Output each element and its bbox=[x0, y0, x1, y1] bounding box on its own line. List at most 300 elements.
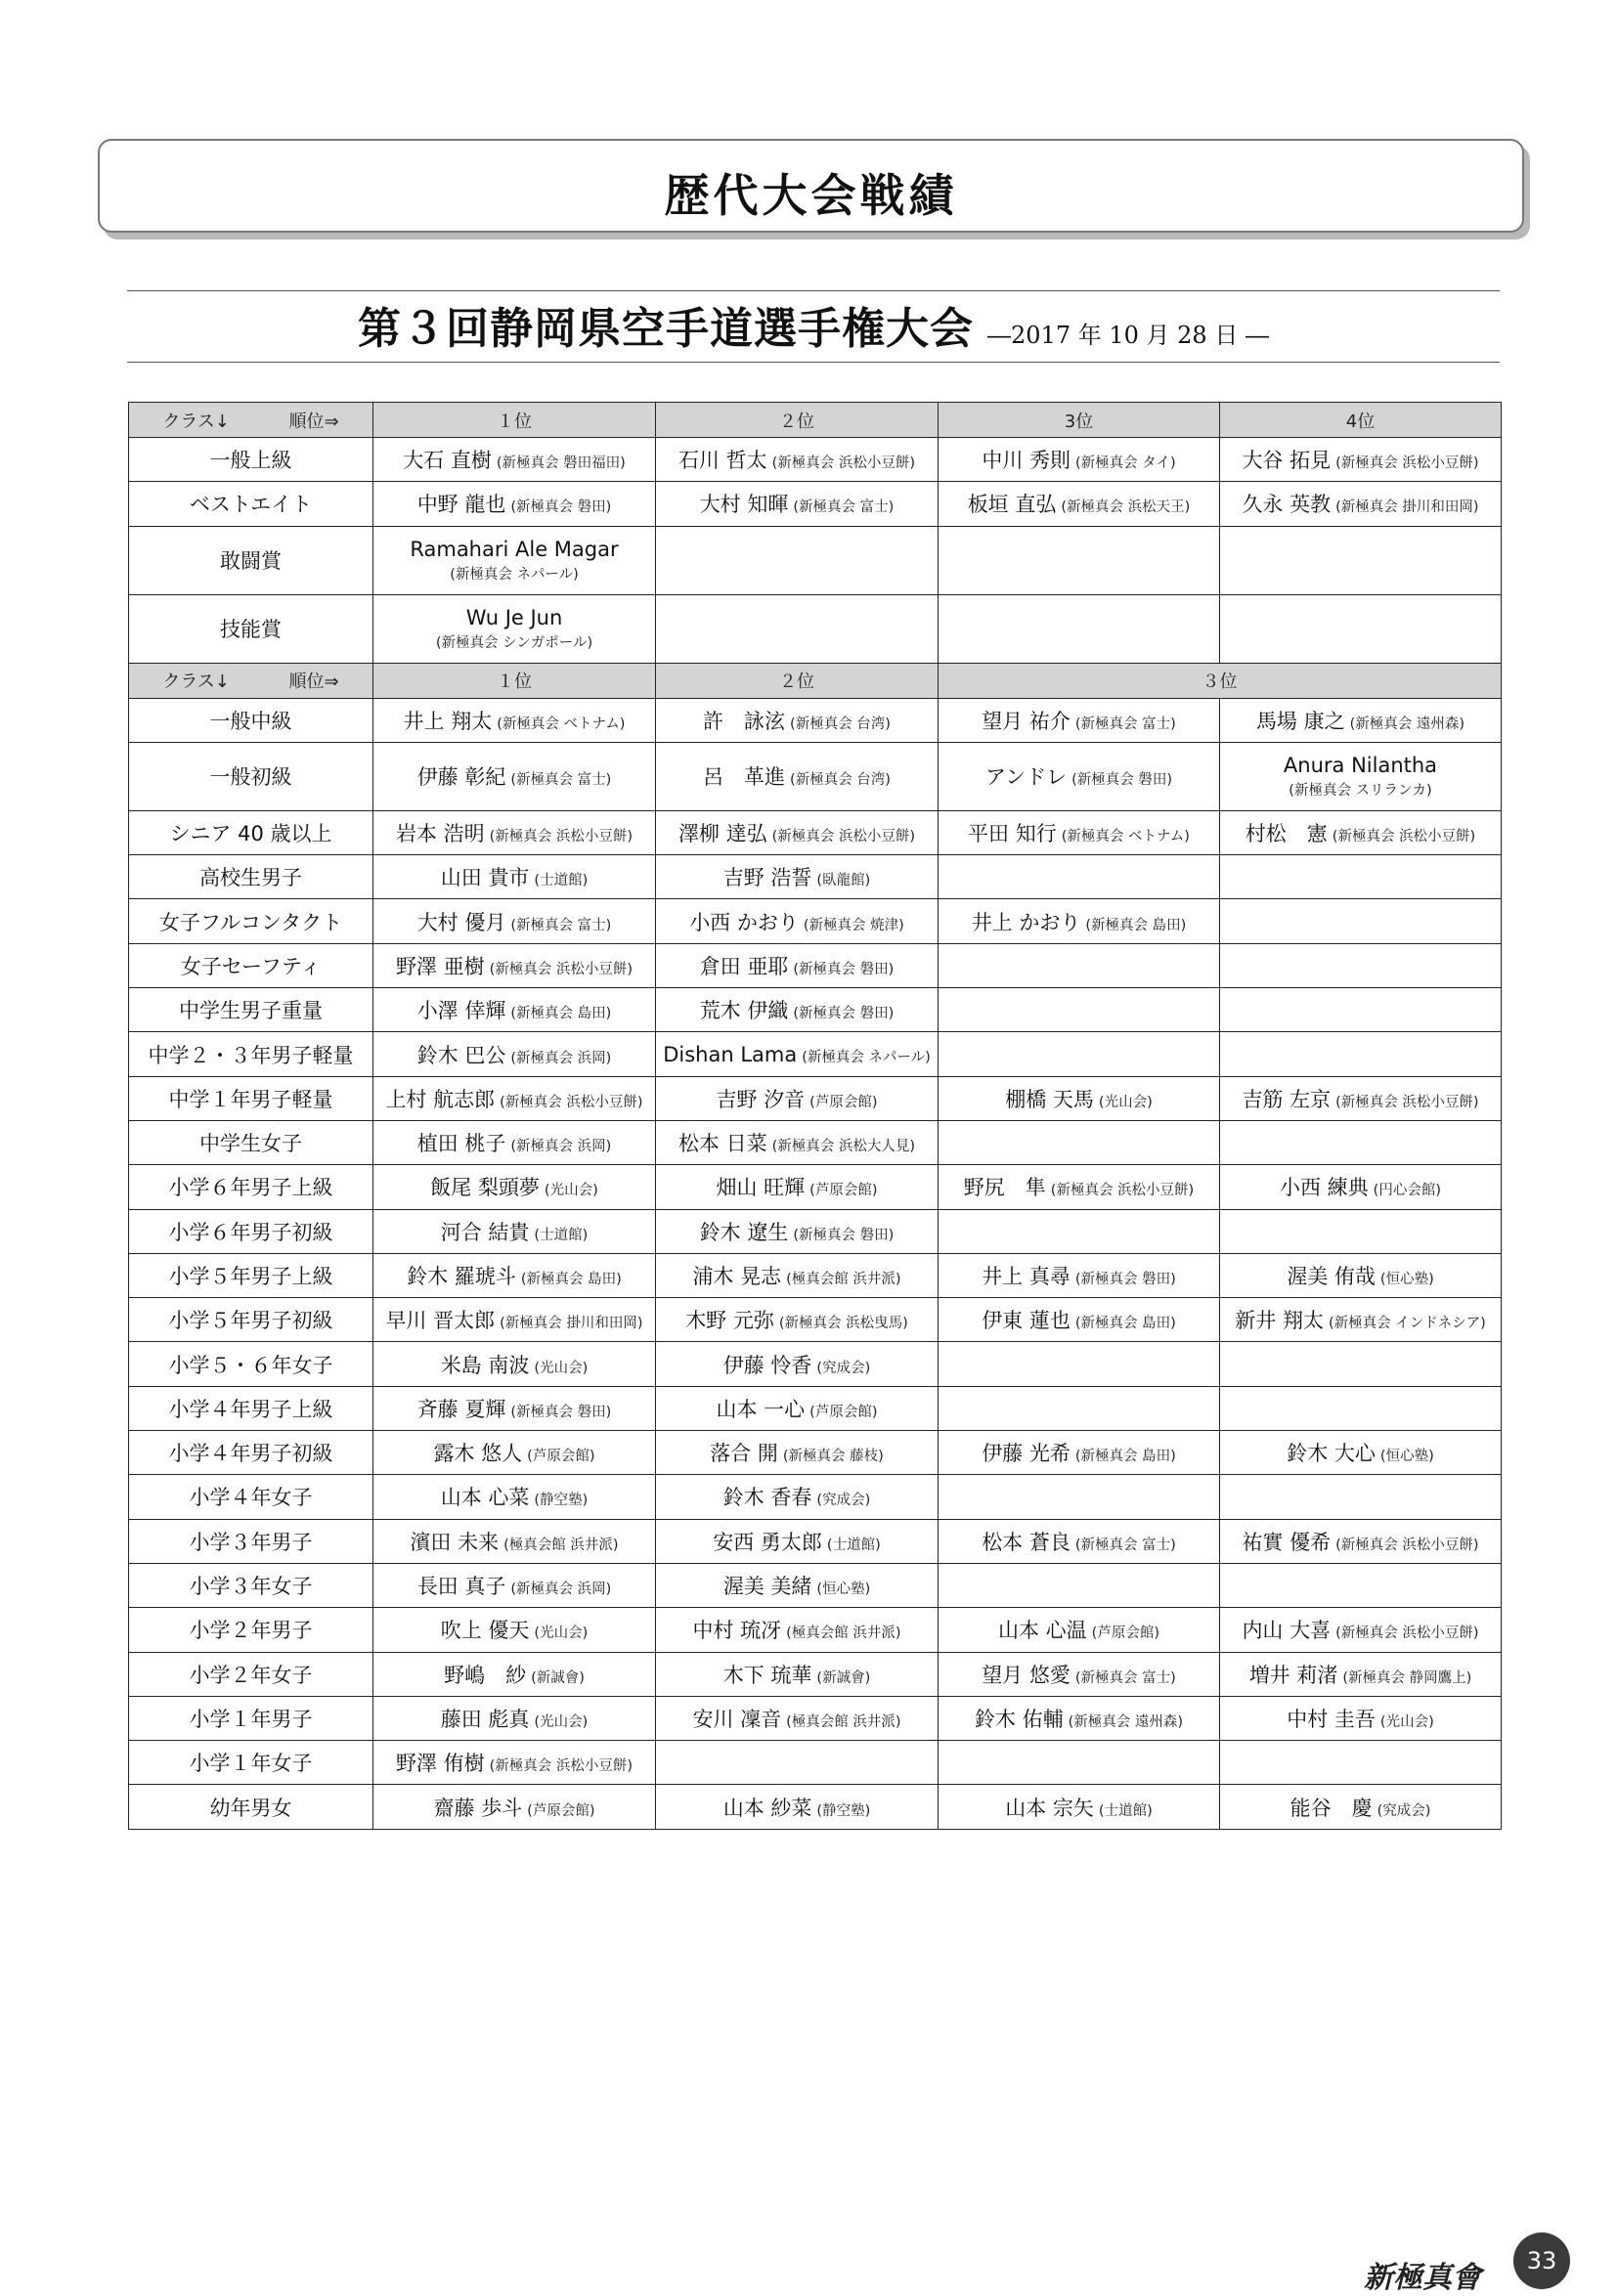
competitor-affiliation: (新極真会 浜松小豆餅) bbox=[1335, 1537, 1479, 1553]
result-row bbox=[129, 1253, 1502, 1297]
competitor-affiliation: (新誠會) bbox=[531, 1669, 585, 1686]
result-row bbox=[129, 482, 1502, 526]
competitor-affiliation: (新極真会 掛川和田岡) bbox=[1335, 499, 1479, 516]
placement-cell bbox=[373, 1386, 656, 1430]
competitor-name: 飯尾 梨頭夢 bbox=[430, 1176, 540, 1200]
competitor-affiliation: (新極真会 磐田) bbox=[510, 499, 612, 516]
class-name-cell: 一般中級 bbox=[129, 698, 373, 742]
competitor-affiliation: (新極真会 浜松小豆餅) bbox=[489, 1758, 634, 1775]
competitor-name: 山本 宗矢 bbox=[1005, 1796, 1094, 1820]
competitor-name: 野澤 亜樹 bbox=[395, 954, 485, 978]
placement-cell bbox=[373, 1475, 656, 1519]
placement-cell bbox=[373, 1165, 656, 1209]
placement-cell bbox=[656, 943, 939, 987]
competitor-affiliation: (新極真会 富士) bbox=[510, 917, 612, 933]
placement-cell bbox=[656, 438, 939, 482]
competitor-affiliation: (新極真会 タイ) bbox=[1075, 455, 1176, 472]
competitor-affiliation: (円心会館) bbox=[1373, 1183, 1441, 1199]
title-rule-bottom bbox=[127, 362, 1500, 363]
placement-cell bbox=[939, 482, 1220, 526]
competitor-name: 伊藤 光希 bbox=[982, 1442, 1071, 1466]
placement-cell bbox=[656, 1298, 939, 1342]
placement-cell bbox=[1220, 988, 1502, 1032]
competitor-affiliation: (新極真会 浜岡) bbox=[510, 1581, 612, 1598]
competitor-name: 山本 心温 bbox=[997, 1619, 1087, 1643]
competitor-affiliation: (新極真会 台湾) bbox=[790, 715, 891, 732]
class-name-cell: 中学１年男子軽量 bbox=[129, 1076, 373, 1120]
competitor-name: 安西 勇太郎 bbox=[713, 1530, 822, 1554]
competitor-name: 平田 知行 bbox=[968, 822, 1057, 846]
competitor-name: 安川 凜音 bbox=[692, 1707, 782, 1731]
class-name-cell: 中学生男子重量 bbox=[129, 988, 373, 1032]
result-row bbox=[129, 810, 1502, 854]
competitor-name: 吹上 優天 bbox=[440, 1619, 530, 1643]
rank-header-row bbox=[129, 403, 1502, 438]
class-name-cell: 小学５年男子上級 bbox=[129, 1253, 373, 1297]
placement-cell bbox=[939, 698, 1220, 742]
competitor-name: 澤柳 達弘 bbox=[677, 822, 767, 846]
competitor-name: 河合 結貴 bbox=[440, 1220, 530, 1244]
competitor-name: 大谷 拓見 bbox=[1242, 449, 1332, 473]
competitor-affiliation: (新極真会 磐田) bbox=[1074, 1272, 1176, 1287]
competitor-name: 許 詠泫 bbox=[703, 709, 786, 733]
placement-cell bbox=[1220, 1696, 1502, 1740]
competitor-name: 板垣 直弘 bbox=[967, 493, 1057, 517]
placement-cell bbox=[656, 1519, 939, 1563]
competitor-name: 露木 悠人 bbox=[433, 1442, 523, 1466]
result-row bbox=[129, 1475, 1502, 1519]
placement-cell bbox=[939, 1785, 1220, 1829]
competitor-affiliation: (新極真会 遠州森) bbox=[1068, 1713, 1184, 1730]
placement-cell bbox=[1220, 1386, 1502, 1430]
class-name-cell: 小学６年男子上級 bbox=[129, 1165, 373, 1209]
competitor-name: Anura Nilantha bbox=[1283, 753, 1438, 777]
placement-cell bbox=[1220, 1076, 1502, 1120]
competitor-affiliation: (極真会館 浜井派) bbox=[786, 1625, 901, 1642]
result-row bbox=[129, 1165, 1502, 1209]
competitor-affiliation: (新極真会 藤枝) bbox=[782, 1449, 884, 1465]
placement-cell bbox=[373, 988, 656, 1032]
competitor-affiliation: (極真会館 浜井派) bbox=[786, 1713, 901, 1730]
placement-cell bbox=[1220, 1298, 1502, 1342]
results-table bbox=[128, 402, 1502, 1830]
class-name-cell: 高校生男子 bbox=[129, 855, 373, 899]
placement-cell bbox=[373, 698, 656, 742]
competitor-affiliation: (芦原会館) bbox=[1091, 1625, 1159, 1642]
placement-cell bbox=[373, 1431, 656, 1475]
competitor-affiliation: (新極真会 浜松小豆餅) bbox=[1335, 1094, 1479, 1110]
competitor-name: 山本 心菜 bbox=[440, 1486, 530, 1510]
placement-cell bbox=[373, 1563, 656, 1607]
competitor-name: 伊東 蓮也 bbox=[982, 1309, 1071, 1333]
placement-cell bbox=[1220, 1652, 1502, 1696]
placement-cell bbox=[939, 1076, 1220, 1120]
competitor-name: 荒木 伊織 bbox=[699, 999, 789, 1023]
logo-text: 新極真會 bbox=[1364, 2261, 1481, 2295]
result-row bbox=[129, 1209, 1502, 1253]
placement-cell bbox=[373, 1608, 656, 1652]
placement-cell bbox=[656, 1386, 939, 1430]
competitor-name: 木野 元弥 bbox=[685, 1309, 774, 1333]
competitor-name: 馬場 康之 bbox=[1255, 709, 1345, 733]
placement-cell bbox=[373, 1032, 656, 1076]
competitor-name: 藤田 彪真 bbox=[440, 1707, 530, 1731]
class-name-cell: 小学２年女子 bbox=[129, 1652, 373, 1696]
competitor-affiliation: (臥龍館) bbox=[816, 873, 871, 889]
placement-cell bbox=[939, 1696, 1220, 1740]
competitor-affiliation: (新極真会 ベトナム) bbox=[1061, 829, 1190, 845]
competitor-name: 渥美 侑哉 bbox=[1287, 1265, 1376, 1288]
placement-cell bbox=[1220, 742, 1502, 810]
competitor-name: 増井 莉渚 bbox=[1248, 1663, 1338, 1687]
class-name-cell: 技能賞 bbox=[129, 594, 373, 663]
placement-cell bbox=[1220, 526, 1502, 594]
competitor-name: 井上 翔太 bbox=[403, 709, 493, 733]
placement-cell bbox=[939, 1165, 1220, 1209]
class-name-cell: 女子セーフティ bbox=[129, 943, 373, 987]
placement-cell bbox=[656, 594, 939, 663]
competitor-affiliation: (新極真会 浜松小豆餅) bbox=[1050, 1183, 1195, 1199]
placement-cell bbox=[1220, 1431, 1502, 1475]
placement-cell bbox=[656, 1165, 939, 1209]
class-name-cell: 小学４年女子 bbox=[129, 1475, 373, 1519]
placement-cell bbox=[656, 1652, 939, 1696]
class-name-cell: 小学１年男子 bbox=[129, 1696, 373, 1740]
competitor-name: 斉藤 夏輝 bbox=[416, 1397, 506, 1421]
placement-cell bbox=[1220, 1120, 1502, 1164]
result-row bbox=[129, 526, 1502, 594]
competitor-name: 吉筋 左京 bbox=[1242, 1087, 1332, 1111]
rank-header-row bbox=[129, 663, 1502, 698]
competitor-name: 棚橋 天馬 bbox=[1005, 1087, 1094, 1111]
competitor-affiliation: (新極真会 島田) bbox=[510, 1006, 612, 1022]
competitor-affiliation: (新極真会 浜松小豆餅) bbox=[489, 829, 634, 845]
placement-cell bbox=[939, 1209, 1220, 1253]
placement-cell bbox=[1220, 1253, 1502, 1297]
rank-header-cell: １位 bbox=[373, 403, 656, 438]
competitor-name: 鈴木 巴公 bbox=[416, 1043, 506, 1067]
competitor-name: Wu Je Jun bbox=[465, 605, 563, 629]
competitor-affiliation: (新極真会 磐田) bbox=[793, 1227, 895, 1243]
placement-cell bbox=[656, 1608, 939, 1652]
placement-cell bbox=[656, 810, 939, 854]
competitor-affiliation: (究成会) bbox=[816, 1493, 871, 1509]
placement-cell bbox=[1220, 1165, 1502, 1209]
placement-cell bbox=[1220, 698, 1502, 742]
competitor-name: 浦木 晃志 bbox=[692, 1265, 782, 1288]
placement-cell bbox=[373, 482, 656, 526]
result-row bbox=[129, 899, 1502, 943]
placement-cell bbox=[656, 1475, 939, 1519]
competitor-affiliation: (新極真会 ネパール) bbox=[450, 566, 579, 583]
result-row bbox=[129, 1386, 1502, 1430]
placement-cell bbox=[373, 1652, 656, 1696]
result-row bbox=[129, 1608, 1502, 1652]
placement-cell bbox=[1220, 943, 1502, 987]
result-row bbox=[129, 1298, 1502, 1342]
placement-cell bbox=[939, 1519, 1220, 1563]
rank-header-label: 順位⇒ bbox=[288, 411, 339, 432]
competitor-affiliation: (新極真会 富士) bbox=[1074, 715, 1176, 732]
competitor-affiliation: (新極真会 島田) bbox=[520, 1272, 622, 1287]
result-row bbox=[129, 943, 1502, 987]
competitor-affiliation: (新極真会 静岡鷹上) bbox=[1342, 1669, 1472, 1686]
placement-cell bbox=[939, 1741, 1220, 1785]
placement-cell bbox=[373, 1253, 656, 1297]
competitor-name: 中野 龍也 bbox=[416, 493, 506, 517]
placement-cell bbox=[373, 1342, 656, 1386]
competitor-name: 岩本 浩明 bbox=[395, 822, 485, 846]
class-name-cell: 小学４年男子上級 bbox=[129, 1386, 373, 1430]
competitor-affiliation: (新極真会 ネパール) bbox=[802, 1049, 931, 1065]
competitor-name: 長田 真子 bbox=[416, 1575, 506, 1599]
competitor-affiliation: (新極真会 浜岡) bbox=[510, 1050, 612, 1066]
competitor-name: 新井 翔太 bbox=[1235, 1309, 1324, 1333]
placement-cell bbox=[373, 899, 656, 943]
competitor-affiliation: (芦原会館) bbox=[527, 1802, 595, 1819]
competitor-affiliation: (静空塾) bbox=[534, 1493, 589, 1509]
placement-cell bbox=[656, 482, 939, 526]
competitor-affiliation: (芦原会館) bbox=[809, 1404, 878, 1420]
result-row bbox=[129, 1032, 1502, 1076]
class-header-label: クラス↓ bbox=[162, 411, 230, 432]
competitor-affiliation: (恒心塾) bbox=[1379, 1272, 1434, 1287]
placement-cell bbox=[939, 1386, 1220, 1430]
competitor-name: 中川 秀則 bbox=[982, 449, 1071, 473]
class-name-cell: 小学３年女子 bbox=[129, 1563, 373, 1607]
competitor-affiliation: (新極真会 浜松小豆餅) bbox=[771, 829, 916, 845]
competitor-name: 祐實 優希 bbox=[1242, 1530, 1332, 1554]
class-name-cell: 幼年男女 bbox=[129, 1785, 373, 1829]
competitor-affiliation: (光山会) bbox=[534, 1625, 589, 1642]
competitor-affiliation: (新極真会 富士) bbox=[1074, 1669, 1176, 1686]
result-row bbox=[129, 1696, 1502, 1740]
placement-cell bbox=[939, 438, 1220, 482]
placement-cell bbox=[939, 1298, 1220, 1342]
competitor-affiliation: (士道館) bbox=[826, 1537, 881, 1553]
rank-header-cell: 4位 bbox=[1220, 403, 1502, 438]
competitor-affiliation: (新極真会 インドネシア) bbox=[1328, 1316, 1486, 1332]
competitor-name: 落合 開 bbox=[710, 1442, 778, 1466]
class-rank-header-cell bbox=[129, 663, 373, 698]
competitor-name: 久永 英教 bbox=[1242, 493, 1332, 517]
competitor-name: 木下 琉華 bbox=[722, 1663, 812, 1687]
rank-header-cell: ２位 bbox=[656, 663, 939, 698]
placement-cell bbox=[1220, 855, 1502, 899]
placement-cell bbox=[373, 742, 656, 810]
class-name-cell: 小学３年男子 bbox=[129, 1519, 373, 1563]
class-header-label: クラス↓ bbox=[162, 671, 230, 693]
placement-cell bbox=[373, 1120, 656, 1164]
placement-cell bbox=[939, 1120, 1220, 1164]
placement-cell bbox=[656, 526, 939, 594]
class-name-cell: 小学２年男子 bbox=[129, 1608, 373, 1652]
competitor-affiliation: (光山会) bbox=[534, 1360, 589, 1376]
placement-cell bbox=[1220, 1563, 1502, 1607]
competitor-affiliation: (新極真会 磐田) bbox=[510, 1404, 612, 1420]
placement-cell bbox=[1220, 810, 1502, 854]
placement-cell bbox=[939, 742, 1220, 810]
competitor-affiliation: (新極真会 浜松大人見) bbox=[771, 1139, 916, 1155]
result-row bbox=[129, 1120, 1502, 1164]
competitor-affiliation: (新極真会 ベトナム) bbox=[497, 715, 626, 732]
competitor-affiliation: (新極真会 富士) bbox=[510, 772, 612, 789]
competitor-name: Dishan Lama bbox=[663, 1042, 798, 1066]
competitor-affiliation: (芦原会館) bbox=[527, 1449, 595, 1465]
placement-cell bbox=[939, 1032, 1220, 1076]
placement-cell bbox=[939, 899, 1220, 943]
competitor-name: 上村 航志郎 bbox=[385, 1087, 496, 1111]
class-name-cell: 中学２・３年男子軽量 bbox=[129, 1032, 373, 1076]
placement-cell bbox=[1220, 438, 1502, 482]
competitor-affiliation: (新極真会 浜松小豆餅) bbox=[489, 961, 634, 977]
placement-cell bbox=[1220, 899, 1502, 943]
competitor-name: 山本 紗菜 bbox=[722, 1796, 812, 1820]
page-header-title: 歴代大会戦績 bbox=[664, 169, 958, 222]
result-row bbox=[129, 1785, 1502, 1829]
class-name-cell: 小学５・６年女子 bbox=[129, 1342, 373, 1386]
placement-cell bbox=[373, 855, 656, 899]
competitor-name: 鈴木 大心 bbox=[1287, 1442, 1376, 1466]
competitor-affiliation: (士道館) bbox=[534, 873, 589, 889]
competitor-affiliation: (芦原会館) bbox=[809, 1094, 878, 1110]
competitor-name: 伊藤 怜香 bbox=[722, 1353, 812, 1377]
page-number: 33 bbox=[1513, 2232, 1570, 2289]
competitor-affiliation: (新極真会 磐田) bbox=[793, 1006, 895, 1022]
competitor-name: 大村 知暉 bbox=[699, 493, 789, 517]
class-name-cell: 一般上級 bbox=[129, 438, 373, 482]
placement-cell bbox=[656, 1209, 939, 1253]
placement-cell bbox=[656, 1741, 939, 1785]
competitor-name: 石川 哲太 bbox=[677, 449, 767, 473]
competitor-affiliation: (新極真会 浜松小豆餅) bbox=[771, 455, 916, 472]
class-rank-header bbox=[133, 668, 369, 693]
competitor-affiliation: (新極真会 島田) bbox=[1085, 917, 1187, 933]
placement-cell bbox=[656, 1076, 939, 1120]
placement-cell bbox=[939, 1608, 1220, 1652]
rank-header-cell: ２位 bbox=[656, 403, 939, 438]
competitor-name: 大村 優月 bbox=[416, 910, 506, 934]
competitor-name: 鈴木 遼生 bbox=[699, 1220, 789, 1244]
class-name-cell: 中学生女子 bbox=[129, 1120, 373, 1164]
competitor-affiliation: (究成会) bbox=[816, 1360, 871, 1376]
page-header-box bbox=[98, 139, 1524, 233]
competitor-name: 渥美 美緒 bbox=[722, 1575, 812, 1599]
competitor-name: 野尻 隼 bbox=[963, 1176, 1046, 1200]
placement-cell bbox=[939, 1342, 1220, 1386]
placement-cell bbox=[373, 594, 656, 663]
placement-cell bbox=[656, 1431, 939, 1475]
competitor-affiliation: (新極真会 島田) bbox=[1074, 1449, 1176, 1465]
competitor-name: 望月 悠愛 bbox=[982, 1663, 1071, 1687]
class-name-cell: 小学４年男子初級 bbox=[129, 1431, 373, 1475]
placement-cell bbox=[939, 526, 1220, 594]
result-row bbox=[129, 1741, 1502, 1785]
competitor-affiliation: (新極真会 富士) bbox=[793, 499, 895, 516]
class-rank-header-cell bbox=[129, 403, 373, 438]
competitor-affiliation: (新誠會) bbox=[816, 1669, 871, 1686]
placement-cell bbox=[1220, 1519, 1502, 1563]
competitor-affiliation: (新極真会 富士) bbox=[1074, 1537, 1176, 1553]
placement-cell bbox=[373, 1298, 656, 1342]
placement-cell bbox=[1220, 1785, 1502, 1829]
competitor-name: 齋藤 歩斗 bbox=[433, 1796, 523, 1820]
competitor-affiliation: (新極真会 スリランカ) bbox=[1289, 782, 1432, 799]
placement-cell bbox=[939, 810, 1220, 854]
result-row bbox=[129, 594, 1502, 663]
class-name-cell: 小学５年男子初級 bbox=[129, 1298, 373, 1342]
placement-cell bbox=[939, 1431, 1220, 1475]
competitor-name: 中村 琉冴 bbox=[692, 1619, 782, 1643]
placement-cell bbox=[373, 1696, 656, 1740]
placement-cell bbox=[373, 1209, 656, 1253]
competitor-name: 濱田 未来 bbox=[410, 1530, 500, 1554]
competitor-affiliation: (新極真会 浜松小豆餅) bbox=[1332, 829, 1476, 845]
placement-cell bbox=[373, 526, 656, 594]
placement-cell bbox=[939, 988, 1220, 1032]
competitor-affiliation: (新極真会 浜松小豆餅) bbox=[500, 1094, 643, 1110]
result-row bbox=[129, 988, 1502, 1032]
competitor-affiliation: (芦原会館) bbox=[809, 1183, 878, 1199]
competitor-affiliation: (新極真会 遠州森) bbox=[1349, 715, 1465, 732]
class-name-cell: シニア 40 歳以上 bbox=[129, 810, 373, 854]
result-row bbox=[129, 1431, 1502, 1475]
class-name-cell: ベストエイト bbox=[129, 482, 373, 526]
result-row bbox=[129, 438, 1502, 482]
competitor-affiliation: (士道館) bbox=[534, 1227, 589, 1243]
placement-cell bbox=[939, 594, 1220, 663]
competitor-name: 鈴木 羅琥斗 bbox=[407, 1265, 516, 1288]
competitor-affiliation: (極真会館 浜井派) bbox=[786, 1272, 901, 1287]
placement-cell bbox=[656, 1563, 939, 1607]
title-rule-top bbox=[127, 290, 1500, 291]
result-row bbox=[129, 1563, 1502, 1607]
competitor-name: 米島 南波 bbox=[440, 1353, 530, 1377]
placement-cell bbox=[1220, 1608, 1502, 1652]
placement-cell bbox=[939, 943, 1220, 987]
competitor-affiliation: (新極真会 島田) bbox=[1074, 1316, 1176, 1332]
competitor-name: 大石 直樹 bbox=[403, 449, 492, 473]
competitor-affiliation: (恒心塾) bbox=[1379, 1449, 1434, 1465]
competitor-affiliation: (士道館) bbox=[1098, 1802, 1153, 1819]
placement-cell bbox=[656, 1342, 939, 1386]
competitor-name: 吉野 浩誓 bbox=[722, 866, 812, 890]
competitor-affiliation: (新極真会 浜岡) bbox=[510, 1139, 612, 1155]
competitor-affiliation: (新極真会 浜松小豆餅) bbox=[1335, 455, 1479, 472]
competitor-name: 小西 かおり bbox=[689, 910, 799, 934]
placement-cell bbox=[1220, 594, 1502, 663]
competitor-affiliation: (新極真会 浜松天王) bbox=[1061, 499, 1191, 516]
placement-cell bbox=[939, 1563, 1220, 1607]
competitor-name: 伊藤 彰紀 bbox=[416, 765, 506, 790]
competitor-affiliation: (極真会館 浜井派) bbox=[503, 1537, 619, 1553]
competitor-name: 小西 練典 bbox=[1279, 1176, 1369, 1200]
competitor-affiliation: (究成会) bbox=[1377, 1802, 1431, 1819]
competitor-name: 鈴木 香春 bbox=[722, 1486, 812, 1510]
competitor-name: 野嶋 紗 bbox=[444, 1663, 527, 1687]
placement-cell bbox=[656, 1253, 939, 1297]
competitor-name: 吉野 汐音 bbox=[716, 1087, 806, 1111]
competitor-affiliation: (新極真会 磐田) bbox=[793, 961, 895, 977]
placement-cell bbox=[373, 943, 656, 987]
result-row bbox=[129, 855, 1502, 899]
rank-header-cell: ３位 bbox=[939, 663, 1502, 698]
class-name-cell: 女子フルコンタクト bbox=[129, 899, 373, 943]
competitor-name: 植田 桃子 bbox=[416, 1132, 506, 1156]
placement-cell bbox=[1220, 482, 1502, 526]
class-name-cell: 小学６年男子初級 bbox=[129, 1209, 373, 1253]
class-name-cell: 一般初級 bbox=[129, 742, 373, 810]
